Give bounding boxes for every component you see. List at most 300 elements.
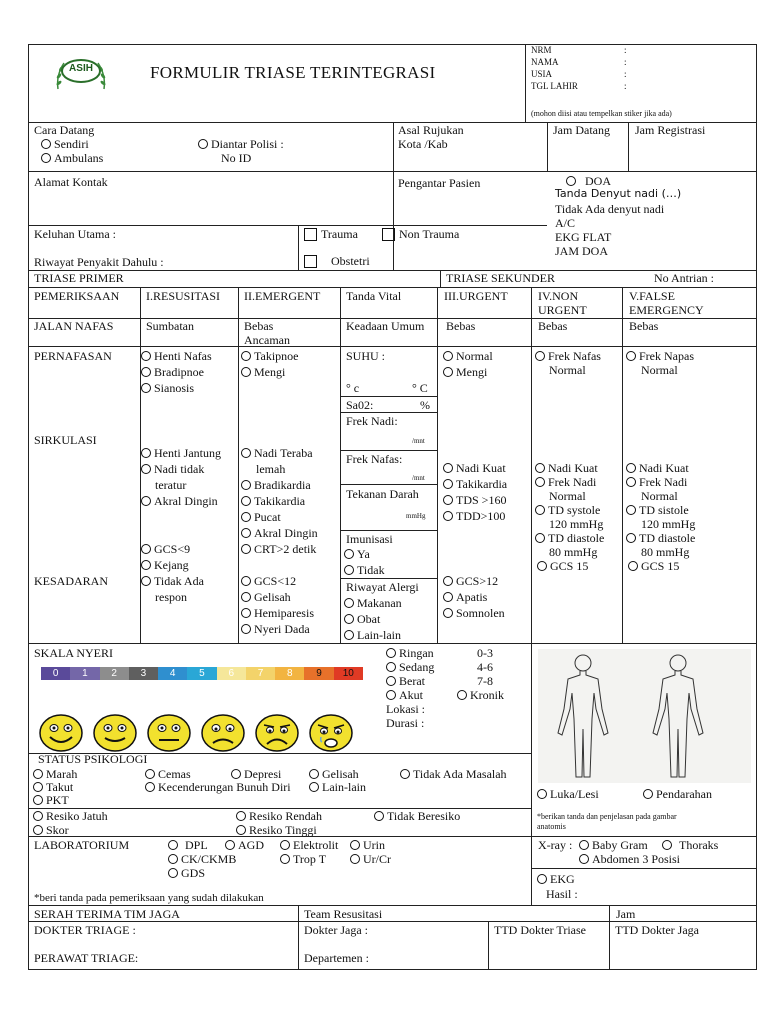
deg-c-large: ° C	[412, 381, 428, 395]
diastole-value: 80 mmHg	[549, 545, 598, 559]
opt-urin[interactable]	[350, 838, 385, 853]
opt-pucat[interactable]	[241, 510, 281, 525]
radio-icon	[41, 139, 51, 149]
opt-ur-cr[interactable]	[350, 852, 391, 867]
opt-akut[interactable]	[386, 688, 423, 703]
tekanan-darah-label: Tekanan Darah	[346, 487, 419, 501]
dokter-triage-label: DOKTER TRIAGE :	[34, 923, 136, 937]
option-label: Depresi	[244, 767, 282, 781]
sedang-range: 4-6	[477, 660, 493, 674]
opt-makanan[interactable]	[344, 596, 402, 611]
option-label: GDS	[181, 866, 206, 880]
option-label: Nadi tidak	[154, 462, 205, 476]
option-label: Elektrolit	[293, 838, 339, 852]
radio-icon	[537, 874, 547, 884]
option-label: Frek Nadi	[639, 475, 688, 489]
text-line: Ancaman	[244, 333, 290, 347]
radio-icon	[344, 565, 354, 575]
radio-icon	[443, 592, 453, 602]
opt-crt[interactable]	[241, 542, 316, 557]
bebas-ancaman-label	[244, 319, 290, 347]
radio-icon	[443, 495, 453, 505]
option-label: GCS>12	[456, 574, 499, 588]
opt-akral-dingin-em[interactable]	[241, 526, 318, 541]
option-label: Pendarahan	[656, 787, 712, 801]
radio-icon	[141, 351, 151, 361]
option-label: Obstetri	[331, 254, 370, 268]
ttd-dokter-triase-label: TTD Dokter Triase	[494, 923, 586, 937]
pain-scale-10: 10	[334, 667, 363, 680]
option-label: TD sistole	[639, 503, 689, 517]
option-label: Sendiri	[54, 137, 89, 151]
opt-gcs-15-nu[interactable]	[537, 559, 588, 574]
option-label: Kejang	[154, 558, 189, 572]
option-label: Akral Dingin	[154, 494, 218, 508]
option-label: Kecenderungan Bunuh Diri	[158, 780, 291, 794]
opt-nadi-kuat-ur[interactable]	[443, 461, 506, 476]
opt-lain-lain-alergi[interactable]	[344, 628, 401, 643]
opt-obat[interactable]	[344, 612, 380, 627]
pain-scale-1: 1	[70, 667, 99, 680]
radio-icon	[386, 662, 396, 672]
lab-note: *beri tanda pada pemeriksaan yang sudah dilakukan	[34, 892, 264, 904]
cara-datang-label: Cara Datang	[34, 123, 95, 137]
respon-text: respon	[155, 590, 187, 604]
option-label: Tidak	[357, 563, 385, 577]
opt-akral-dingin-res[interactable]	[141, 494, 218, 509]
radio-icon	[33, 769, 43, 779]
option-label: TD diastole	[639, 531, 696, 545]
opt-gcs-15-fe[interactable]	[628, 559, 679, 574]
radio-icon	[280, 854, 290, 864]
opt-gds[interactable]	[168, 866, 205, 881]
pain-scale-6: 6	[217, 667, 246, 680]
opt-frek-nadi-fe[interactable]	[626, 475, 687, 490]
radio-icon	[400, 769, 410, 779]
normal-text: Normal	[549, 363, 586, 377]
triase-primer-label: TRIASE PRIMER	[34, 271, 124, 285]
opt-dpl[interactable]	[168, 838, 208, 853]
radio-icon	[241, 496, 251, 506]
option-label: Frek Napas	[639, 349, 694, 363]
radio-icon	[566, 176, 576, 186]
option-label: Nadi Kuat	[548, 461, 598, 475]
opt-sedang[interactable]	[386, 660, 434, 675]
radio-icon	[386, 690, 396, 700]
radio-icon	[344, 549, 354, 559]
option-label: Non Trauma	[399, 227, 460, 241]
berat-range: 7-8	[477, 674, 493, 688]
option-label: Resiko Tinggi	[249, 823, 317, 837]
option-label: Sedang	[399, 660, 435, 674]
sao2-label: Sa02:	[346, 398, 374, 412]
opt-normal-ur[interactable]	[443, 349, 493, 364]
radio-icon	[626, 477, 636, 487]
option-label: CK/CKMB	[181, 852, 237, 866]
body-note	[537, 812, 677, 832]
team-resusitasi-label: Team Resusitasi	[304, 907, 383, 921]
opt-takipnoe[interactable]	[241, 349, 298, 364]
radio-icon	[168, 854, 178, 864]
radio-icon	[443, 576, 453, 586]
keluhan-utama-label: Keluhan Utama :	[34, 227, 116, 241]
opt-resiko-jatuh[interactable]	[33, 809, 108, 824]
keadaan-umum-label: Keadaan Umum	[346, 319, 425, 333]
dokter-jaga-label: Dokter Jaga :	[304, 923, 368, 937]
radio-icon	[241, 592, 251, 602]
opt-frek-napas-normal[interactable]	[626, 349, 694, 364]
option-label: Frek Nafas	[548, 349, 601, 363]
option-label: Abdomen 3 Posisi	[592, 852, 681, 866]
face-very-sad-icon	[254, 713, 300, 753]
diastole-value: 80 mmHg	[641, 545, 690, 559]
opt-tidak-ada-masalah[interactable]	[400, 767, 507, 782]
no-antrian-label: No Antrian :	[654, 271, 714, 285]
radio-icon	[241, 576, 251, 586]
sao2-unit: %	[420, 398, 430, 412]
opt-tidak-beresiko[interactable]	[374, 809, 460, 824]
skala-nyeri-label: SKALA NYERI	[34, 646, 114, 660]
option-label: Urin	[363, 838, 385, 852]
logo-text: ASIH	[69, 63, 93, 74]
option-label: Gelisah	[322, 767, 359, 781]
option-label: Cemas	[158, 767, 191, 781]
option-label: Bradipnoe	[154, 365, 204, 379]
radio-icon	[33, 782, 43, 792]
departemen-label: Departemen :	[304, 951, 369, 965]
opt-henti-nafas[interactable]	[141, 349, 212, 364]
option-label: CRT>2 detik	[254, 542, 317, 556]
radio-icon	[241, 624, 251, 634]
pengantar-pasien-label: Pengantar Pasien	[398, 176, 481, 190]
opt-td-diastole-fe[interactable]	[626, 531, 695, 546]
pain-scale-8: 8	[275, 667, 304, 680]
col-false-emergency	[629, 289, 704, 317]
tgl-lahir-label: TGL LAHIR	[531, 81, 578, 91]
frek-nadi-unit: /mnt	[412, 437, 425, 445]
riwayat-alergi-label: Riwayat Alergi	[346, 580, 419, 594]
option-label: Luka/Lesi	[550, 787, 599, 801]
radio-icon	[626, 463, 636, 473]
bebas-urgent: Bebas	[446, 319, 476, 333]
option-label: Tidak Beresiko	[387, 809, 461, 823]
radio-icon	[443, 608, 453, 618]
radio-icon	[374, 811, 384, 821]
opt-kejang[interactable]	[141, 558, 189, 573]
face-neutral-icon	[146, 713, 192, 753]
hospital-logo	[52, 55, 110, 97]
opt-gelisah-em[interactable]	[241, 590, 291, 605]
opt-imunisasi-tidak[interactable]	[344, 563, 385, 578]
radio-icon	[579, 854, 589, 864]
check-trauma[interactable]	[304, 227, 358, 242]
opt-diantar-polisi[interactable]	[198, 137, 284, 152]
header-line: URGENT	[538, 303, 587, 317]
option-label: Tidak Ada Masalah	[413, 767, 507, 781]
jam-doa-label: JAM DOA	[555, 244, 609, 258]
opt-takikardia-ur[interactable]	[443, 477, 507, 492]
imunisasi-label: Imunisasi	[346, 532, 393, 546]
radio-icon	[141, 576, 151, 586]
xray-label: X-ray :	[538, 838, 573, 852]
option-label: Thoraks	[679, 838, 719, 852]
option-label: Ya	[357, 547, 370, 561]
opt-tidak-ada-respon[interactable]	[141, 574, 204, 589]
option-label: Apatis	[456, 590, 488, 604]
radio-icon	[443, 511, 453, 521]
radio-icon	[241, 351, 251, 361]
nrm-label: NRM	[531, 45, 552, 55]
option-label: Pucat	[254, 510, 281, 524]
face-sad-icon	[200, 713, 246, 753]
opt-somnolen[interactable]	[443, 606, 505, 621]
radio-icon	[141, 464, 151, 474]
opt-td-sistole-fe[interactable]	[626, 503, 689, 518]
laboratorium-label: LABORATORIUM	[34, 838, 130, 852]
lemah-text: lemah	[256, 462, 286, 476]
header-line: V.FALSE	[629, 289, 675, 303]
option-label: Trop T	[293, 852, 327, 866]
check-obstetri[interactable]	[304, 254, 370, 269]
opt-bradikardia[interactable]	[241, 478, 311, 493]
opt-ringan[interactable]	[386, 646, 434, 661]
radio-icon	[344, 630, 354, 640]
radio-icon	[662, 840, 672, 850]
alamat-kontak-label: Alamat Kontak	[34, 175, 108, 189]
checkbox-icon	[304, 255, 317, 268]
radio-icon	[537, 561, 547, 571]
option-label: Resiko Jatuh	[46, 809, 108, 823]
bebas-non-urgent: Bebas	[538, 319, 568, 333]
option-label: GCS<9	[154, 542, 191, 556]
option-label: Sianosis	[154, 381, 195, 395]
sistole-value: 120 mmHg	[641, 517, 696, 531]
option-label: Ambulans	[54, 151, 104, 165]
radio-icon	[141, 383, 151, 393]
option-label: Nadi Teraba	[254, 446, 313, 460]
radio-icon	[443, 463, 453, 473]
radio-icon	[231, 769, 241, 779]
opt-mengi-em[interactable]	[241, 365, 285, 380]
kesadaran-label: KESADARAN	[34, 574, 109, 588]
opt-henti-jantung[interactable]	[141, 446, 221, 461]
lokasi-label: Lokasi :	[386, 702, 425, 716]
radio-icon	[537, 789, 547, 799]
col-non-urgent	[538, 289, 587, 317]
opt-bradipnoe[interactable]	[141, 365, 204, 380]
ac-label: A/C	[555, 216, 576, 230]
frek-nafas-label: Frek Nafas:	[346, 452, 403, 466]
radio-icon	[386, 648, 396, 658]
option-label: Takut	[46, 780, 74, 794]
option-label: Akral Dingin	[254, 526, 318, 540]
radio-icon	[628, 561, 638, 571]
opt-pkt[interactable]	[33, 793, 69, 808]
opt-sendiri[interactable]	[41, 137, 89, 152]
opt-tds-160[interactable]	[443, 493, 506, 508]
jalan-nafas-label: JALAN NAFAS	[34, 319, 114, 333]
opt-imunisasi-ya[interactable]	[344, 547, 370, 562]
form-title: FORMULIR TRIASE TERINTEGRASI	[150, 63, 436, 82]
opt-baby-gram[interactable]	[579, 838, 648, 853]
normal-text: Normal	[641, 363, 678, 377]
option-label: Ur/Cr	[363, 852, 391, 866]
text-line: Bebas	[244, 319, 274, 333]
opt-gcs-12[interactable]	[241, 574, 296, 589]
option-label: Resiko Rendah	[249, 809, 322, 823]
option-label: TDS >160	[456, 493, 507, 507]
radio-icon	[443, 367, 453, 377]
radio-icon	[241, 608, 251, 618]
check-non-trauma[interactable]	[382, 227, 459, 242]
option-label: Nadi Kuat	[639, 461, 689, 475]
opt-kronik[interactable]	[457, 688, 504, 703]
col-resusitasi: I.RESUSITASI	[146, 289, 221, 303]
radio-icon	[241, 544, 251, 554]
opt-resiko-rendah[interactable]	[236, 809, 322, 824]
radio-icon	[241, 512, 251, 522]
opt-hemiparesis[interactable]	[241, 606, 314, 621]
opt-sianosis[interactable]	[141, 381, 194, 396]
opt-elektrolit[interactable]	[280, 838, 338, 853]
opt-frek-nafas-normal[interactable]	[535, 349, 601, 364]
checkbox-icon	[382, 228, 395, 241]
opt-tdd-100[interactable]	[443, 509, 505, 524]
radio-icon	[280, 840, 290, 850]
pain-scale-0: 0	[41, 667, 70, 680]
bebas-false-emergency: Bebas	[629, 319, 659, 333]
header-line: EMERGENCY	[629, 303, 704, 317]
opt-nadi-tidak-teratur[interactable]	[141, 462, 204, 477]
radio-icon	[141, 448, 151, 458]
pain-scale-bar	[41, 667, 363, 680]
status-psikologi-label: STATUS PSIKOLOGI	[38, 752, 148, 766]
opt-pendarahan[interactable]	[643, 787, 712, 802]
opt-td-systole-nu[interactable]	[535, 503, 600, 518]
option-label: GCS<12	[254, 574, 297, 588]
option-label: Makanan	[357, 596, 402, 610]
opt-nadi-teraba-lemah[interactable]	[241, 446, 313, 461]
option-label: Henti Nafas	[154, 349, 212, 363]
radio-icon	[41, 153, 51, 163]
opt-agd[interactable]	[225, 838, 264, 853]
opt-resiko-tinggi[interactable]	[236, 823, 317, 838]
option-label: EKG	[550, 872, 575, 886]
opt-lain-lain-psy[interactable]	[309, 780, 366, 795]
header-line: IV.NON	[538, 289, 579, 303]
opt-ambulans[interactable]	[41, 151, 103, 166]
opt-skor[interactable]	[33, 823, 69, 838]
radio-icon	[141, 544, 151, 554]
option-label: Skor	[46, 823, 69, 837]
opt-gcs-gt12[interactable]	[443, 574, 498, 589]
ttd-dokter-jaga-label: TTD Dokter Jaga	[615, 923, 699, 937]
col-pemeriksaan: PEMERIKSAAN	[34, 289, 120, 303]
option-label: Bradikardia	[254, 478, 311, 492]
durasi-label: Durasi :	[386, 716, 425, 730]
opt-td-diastole-nu[interactable]	[535, 531, 604, 546]
radio-icon	[344, 614, 354, 624]
radio-icon	[198, 139, 208, 149]
ekg-flat-label: EKG FLAT	[555, 230, 612, 244]
option-label: Nyeri Dada	[254, 622, 310, 636]
radio-icon	[535, 463, 545, 473]
option-label: Mengi	[254, 365, 286, 379]
frek-nafas-unit: /mnt	[412, 474, 425, 482]
option-label: Takikardia	[254, 494, 306, 508]
opt-trop-t[interactable]	[280, 852, 326, 867]
radio-icon	[386, 676, 396, 686]
note-line: anatomis	[537, 822, 566, 831]
radio-icon	[309, 769, 319, 779]
opt-ekg[interactable]	[537, 872, 575, 887]
tanda-denyut-label: Tanda Denyut nadi (…)	[555, 187, 682, 200]
systole-value: 120 mmHg	[549, 517, 604, 531]
jam-datang-label: Jam Datang	[553, 123, 610, 137]
opt-gcs-9[interactable]	[141, 542, 190, 557]
opt-takikardia-em[interactable]	[241, 494, 305, 509]
opt-ck-ckmb[interactable]	[168, 852, 236, 867]
opt-nadi-kuat-fe[interactable]	[626, 461, 689, 476]
sumbatan-label: Sumbatan	[146, 319, 194, 333]
usia-label: USIA	[531, 69, 553, 79]
opt-frek-nadi-nu[interactable]	[535, 475, 596, 490]
col-tanda-vital: Tanda Vital	[346, 289, 402, 303]
radio-icon	[141, 367, 151, 377]
radio-icon	[309, 782, 319, 792]
opt-berat[interactable]	[386, 674, 425, 689]
radio-icon	[535, 533, 545, 543]
radio-icon	[626, 533, 636, 543]
option-label: Kronik	[470, 688, 504, 702]
radio-icon	[145, 769, 155, 779]
opt-nyeri-dada[interactable]	[241, 622, 310, 637]
jam-registrasi-label: Jam Registrasi	[635, 123, 706, 137]
colon: :	[624, 81, 627, 91]
option-label: Henti Jantung	[154, 446, 221, 460]
opt-kecenderungan[interactable]	[145, 780, 291, 795]
sticker-note: (mohon diisi atau tempelkan stiker jika ada)	[531, 109, 672, 118]
option-label: Diantar Polisi :	[211, 137, 284, 151]
radio-icon	[141, 496, 151, 506]
face-crying-icon	[308, 713, 354, 753]
option-label: Frek Nadi	[548, 475, 597, 489]
colon: :	[624, 45, 627, 55]
opt-abdomen[interactable]	[579, 852, 680, 867]
radio-icon	[535, 505, 545, 515]
deg-c-small: ° c	[346, 381, 360, 395]
radio-icon	[225, 840, 235, 850]
normal-text: Normal	[549, 489, 586, 503]
serah-terima-label: SERAH TERIMA TIM JAGA	[34, 907, 180, 921]
radio-icon	[350, 840, 360, 850]
pain-scale-9: 9	[304, 667, 333, 680]
opt-thoraks[interactable]	[662, 838, 718, 853]
option-label: Obat	[357, 612, 381, 626]
asal-rujukan-label: Asal Rujukan	[398, 123, 464, 137]
radio-icon	[241, 367, 251, 377]
opt-nadi-kuat-nu[interactable]	[535, 461, 598, 476]
opt-apatis[interactable]	[443, 590, 487, 605]
radio-icon	[33, 795, 43, 805]
colon: :	[624, 69, 627, 79]
option-label: DOA	[585, 174, 611, 188]
option-label: GCS 15	[641, 559, 680, 573]
radio-icon	[535, 351, 545, 361]
opt-luka-lesi[interactable]	[537, 787, 599, 802]
opt-mengi-ur[interactable]	[443, 365, 487, 380]
frek-nadi-label: Frek Nadi:	[346, 414, 398, 428]
